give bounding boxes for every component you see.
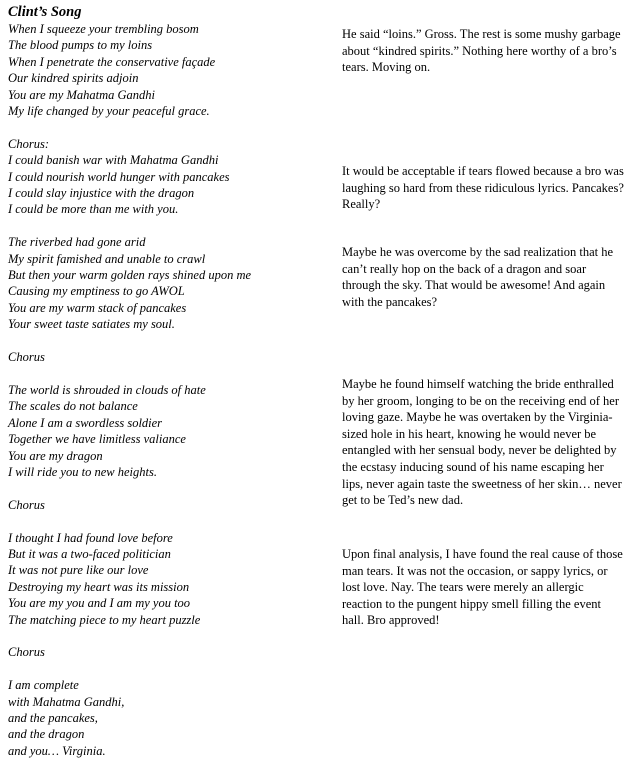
lyric-line: You are my you and I am my you too bbox=[8, 596, 191, 611]
lyric-line: Destroying my heart was its mission bbox=[8, 579, 190, 594]
lyric-line: I could banish war with Mahatma Gandhi bbox=[8, 153, 219, 168]
lyric-line: You are my warm stack of pancakes bbox=[8, 300, 187, 315]
lyric-line: and the dragon bbox=[8, 727, 85, 742]
stanza bbox=[8, 21, 328, 119]
lyric-line: Together we have limitless valiance bbox=[8, 432, 186, 447]
commentary-paragraph-3: Maybe he was overcome by the sad realization that he can’t really hop on the back of a dragon and soar through the sky. That would be awesome! And again with the pancakes? bbox=[342, 245, 614, 309]
commentary-paragraph-5: Upon final analysis, I have found the real cause of those man tears. It was not the occasion, or sappy lyrics, or lost love. Nay. The tears were merely an allergic reaction to the pungent hippy smell filling the event hall. Bro approved! bbox=[342, 547, 623, 628]
stanza bbox=[8, 644, 328, 660]
lyric-line: I thought I had found love before bbox=[8, 530, 173, 545]
stanza-list bbox=[8, 21, 328, 759]
song-lyrics bbox=[8, 4, 328, 776]
stanza bbox=[8, 136, 328, 218]
lyric-line: Our kindred spirits adjoin bbox=[8, 71, 139, 86]
song-title: Clint’s Song bbox=[8, 4, 82, 20]
lyric-line: Causing my emptiness to go AWOL bbox=[8, 284, 185, 299]
lyric-line: I am complete bbox=[8, 678, 79, 693]
lyric-line: The matching piece to my heart puzzle bbox=[8, 612, 201, 627]
lyric-line: It was not pure like our love bbox=[8, 563, 149, 578]
lyric-line: I could slay injustice with the dragon bbox=[8, 186, 195, 201]
lyric-line: My life changed by your peaceful grace. bbox=[8, 104, 210, 119]
lyric-line: Alone I am a swordless soldier bbox=[8, 415, 163, 430]
stanza bbox=[8, 530, 328, 628]
lyric-line: But then your warm golden rays shined upon me bbox=[8, 268, 252, 283]
lyric-line: I could be more than me with you. bbox=[8, 202, 179, 217]
stanza bbox=[8, 677, 328, 759]
stanza bbox=[8, 234, 328, 332]
lyric-line: The blood pumps to my loins bbox=[8, 38, 153, 53]
lyric-line: You are my dragon bbox=[8, 448, 103, 463]
lyric-line: My spirit famished and unable to crawl bbox=[8, 251, 206, 266]
lyric-line: Chorus bbox=[8, 350, 45, 365]
lyric-line: Chorus bbox=[8, 497, 45, 512]
lyric-line: and you… Virginia. bbox=[8, 743, 106, 758]
lyric-line: Chorus: bbox=[8, 136, 49, 151]
lyric-line: When I squeeze your trembling bosom bbox=[8, 22, 199, 36]
lyric-line: The scales do not balance bbox=[8, 399, 138, 414]
stanza bbox=[8, 382, 328, 480]
stanza bbox=[8, 349, 328, 365]
lyric-line: You are my Mahatma Gandhi bbox=[8, 87, 155, 102]
commentary-paragraph-4: Maybe he found himself watching the bride enthralled by her groom, longing to be on the receiving end of her loving gaze. Maybe he was overtaken by the Virginia-sized hole in his heart, knowing he would never be entangled with her sensual body, never be delighted by the ecstasy inducing sound of his name escaping her lips, never again taste the sweetness of her skin… never get to be Ted’s new dad. bbox=[342, 377, 622, 508]
lyric-line: Chorus bbox=[8, 645, 45, 660]
commentary-paragraph-1: He said “loins.” Gross. The rest is some mushy garbage about “kindred spirits.” Nothing here worthy of a bro’s tears. Moving on. bbox=[342, 27, 621, 75]
lyric-line: When I penetrate the conservative façade bbox=[8, 54, 216, 69]
lyric-line: The world is shrouded in clouds of hate bbox=[8, 382, 206, 397]
lyric-line: I will ride you to new heights. bbox=[8, 464, 157, 479]
stanza bbox=[8, 497, 328, 513]
lyric-line: with Mahatma Gandhi, bbox=[8, 694, 125, 709]
lyric-line: But it was a two-faced politician bbox=[8, 546, 171, 561]
lyric-line: and the pancakes, bbox=[8, 710, 98, 725]
commentary-paragraph-2: It would be acceptable if tears flowed because a bro was laughing so hard from these ridiculous lyrics. Pancakes? Really? bbox=[342, 164, 624, 212]
lyric-line: The riverbed had gone arid bbox=[8, 235, 146, 250]
lyric-line: Your sweet taste satiates my soul. bbox=[8, 317, 175, 332]
lyric-line: I could nourish world hunger with pancakes bbox=[8, 169, 230, 184]
